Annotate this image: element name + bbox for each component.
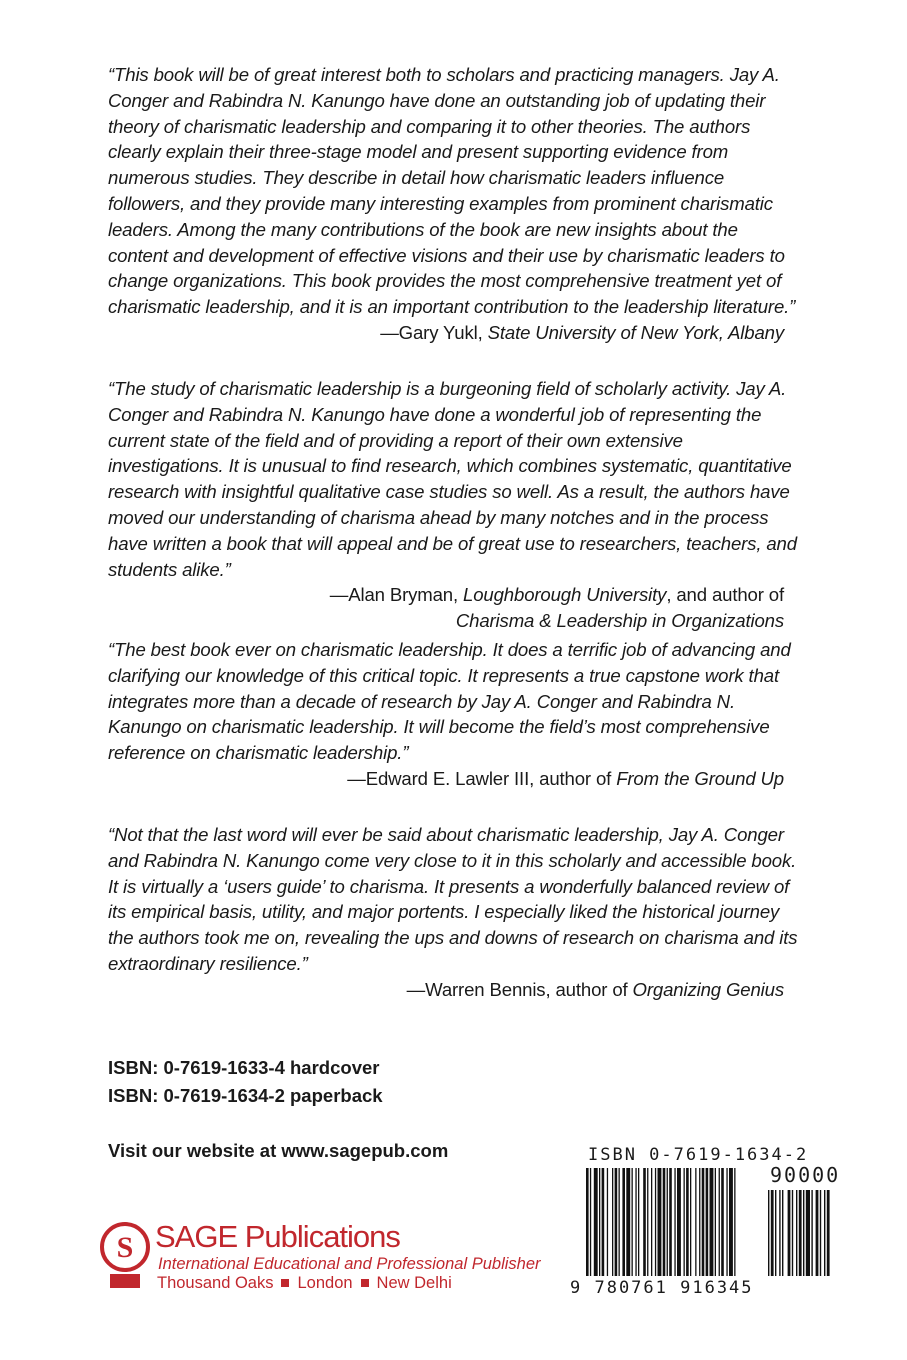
barcode-addon-bar	[799, 1190, 802, 1276]
barcode-bar	[638, 1168, 639, 1276]
barcode-addon-bar	[820, 1190, 821, 1276]
barcode-bar	[590, 1168, 591, 1276]
testimonial-bryman	[108, 376, 798, 634]
testimonial-attribution: —Alan Bryman, Loughborough University, and author of Charisma & Leadership in Organizations	[329, 584, 784, 632]
barcode-bar	[706, 1168, 709, 1276]
barcode-price-code: 90000	[770, 1163, 841, 1187]
barcode-bar	[622, 1168, 625, 1276]
barcode-addon-bar	[782, 1190, 783, 1276]
bullet-icon	[281, 1279, 289, 1287]
barcode-bar	[710, 1168, 714, 1276]
barcode-bar	[663, 1168, 666, 1276]
barcode-addon-bar	[768, 1190, 769, 1276]
barcode-bar	[651, 1168, 652, 1276]
svg-text:S: S	[116, 1231, 134, 1264]
barcode-bar	[721, 1168, 724, 1276]
testimonial-quote: “This book will be of great interest both to scholars and practicing managers. Jay A. Conger and Rabindra N. Kanungo have done an outstanding job of updating their theory of charismatic leadership and comparing it to other theories. The authors clearly explain their three-stage model and present supporting evidence from numerous studies. They describe in detail how charismatic leaders influence followers, and they provide many interesting examples from prominent charismatic leaders. Among the many contributions of the book are new insights about the content and development of effective visions and their use by charismatic leaders to change organizations. This book provides the most comprehensive treatment yet of charismatic leadership, and it is an important contribution to the leadership literature.”	[108, 64, 796, 318]
barcode-bar	[658, 1168, 662, 1276]
barcode-addon-bar	[824, 1190, 825, 1276]
barcode-bar	[612, 1168, 613, 1276]
barcode-bar	[619, 1168, 620, 1276]
testimonial-quote: “The study of charismatic leadership is a burgeoning field of scholarly activity. Jay A. Conger and Rabindra N. Kanungo have done a wonderful job of representing the current state of the field and of providing a report of their own extensive investigations. It is unusual to find research, which combines systematic, quantitative research with insightful qualitative case studies so well. As a result, the authors have moved our understanding of charisma ahead by many notches and in the process have written a book that will appeal and be of great use to researchers, teachers, and students alike.”	[108, 378, 797, 580]
barcode-bar	[729, 1168, 733, 1276]
barcode-bar	[690, 1168, 691, 1276]
website-link[interactable]: Visit our website at www.sagepub.com	[108, 1140, 449, 1161]
bullet-icon	[361, 1279, 369, 1287]
publisher-name: SAGE Publications	[155, 1219, 400, 1254]
barcode-addon-bar	[792, 1190, 793, 1276]
barcode-addon-bar	[779, 1190, 780, 1276]
barcode-bar	[586, 1168, 589, 1276]
barcode-bar	[602, 1168, 605, 1276]
barcode-bar	[626, 1168, 630, 1276]
barcode-bar	[594, 1168, 598, 1276]
isbn-hardcover: ISBN: 0-7619-1633-4 hardcover	[108, 1057, 380, 1078]
barcode-bar	[643, 1168, 646, 1276]
testimonial-attribution: —Gary Yukl, State University of New York, Albany	[380, 321, 784, 343]
barcode-bar	[734, 1168, 735, 1276]
barcode-addon-bar	[771, 1190, 774, 1276]
barcode-bar	[669, 1168, 672, 1276]
barcode-bar	[684, 1168, 685, 1276]
isbn-paperback: ISBN: 0-7619-1634-2 paperback	[108, 1085, 383, 1106]
barcode-addon-bar	[803, 1190, 804, 1276]
publisher-cities: Thousand Oaks London New Delhi	[157, 1274, 452, 1292]
testimonial-quote: “Not that the last word will ever be said about charismatic leadership, Jay A. Conger and Rabindra N. Kanungo come very close to it in this scholarly and accessible book. It is virtually a ‘users guide’ to charisma. It presents a wonderfully balanced review of its empirical basis, utility, and major portents. I especially liked the historical journey the authors took me on, revealing the ups and downs of research on charisma and its extraordinary resilience.”	[108, 824, 798, 974]
sage-logo-icon	[100, 1222, 150, 1292]
barcode-bar	[677, 1168, 681, 1276]
barcode-addon-bar	[816, 1190, 819, 1276]
barcode-addon-bar	[827, 1190, 830, 1276]
barcode-addon-bar	[796, 1190, 797, 1276]
barcode-bar	[655, 1168, 656, 1276]
testimonial-attribution: —Edward E. Lawler III, author of From the Ground Up	[347, 767, 784, 789]
barcode-bar	[686, 1168, 689, 1276]
barcode-addon-bar	[806, 1190, 810, 1276]
barcode-bar	[695, 1168, 696, 1276]
barcode-bar	[667, 1168, 668, 1276]
barcode-bar	[635, 1168, 636, 1276]
barcode-bar	[615, 1168, 618, 1276]
barcode-isbn-label: ISBN 0-7619-1634-2	[588, 1145, 809, 1165]
testimonial-bennis	[108, 822, 798, 1003]
publisher-tagline: International Educational and Professional Publisher	[158, 1255, 541, 1273]
barcode-number: 9 780761 916345	[570, 1278, 754, 1298]
barcode-bar	[715, 1168, 716, 1276]
barcode-addon-bar	[811, 1190, 812, 1276]
barcode-bar	[702, 1168, 705, 1276]
barcode-bar	[726, 1168, 727, 1276]
testimonial-attribution: —Warren Bennis, author of Organizing Genius	[406, 978, 784, 1000]
testimonial-yukl	[108, 62, 798, 346]
barcode-bar	[599, 1168, 600, 1276]
barcode-bar	[607, 1168, 608, 1276]
barcode-addon-bar	[775, 1190, 776, 1276]
barcode-bar	[719, 1168, 720, 1276]
testimonial-lawler	[108, 637, 798, 792]
barcode-bar	[699, 1168, 700, 1276]
barcode-bar	[647, 1168, 648, 1276]
barcode-bar	[674, 1168, 675, 1276]
barcode-addon-bar	[788, 1190, 791, 1276]
barcode-bar	[632, 1168, 633, 1276]
testimonial-quote: “The best book ever on charismatic leadership. It does a terrific job of advancing and clarifying our knowledge of this critical topic. It represents a true capstone work that integrates more than a decade of research by Jay A. Conger and Rabindra N. Kanungo on charismatic leadership. It will become the field’s most comprehensive reference on charismatic leadership.”	[108, 639, 791, 764]
